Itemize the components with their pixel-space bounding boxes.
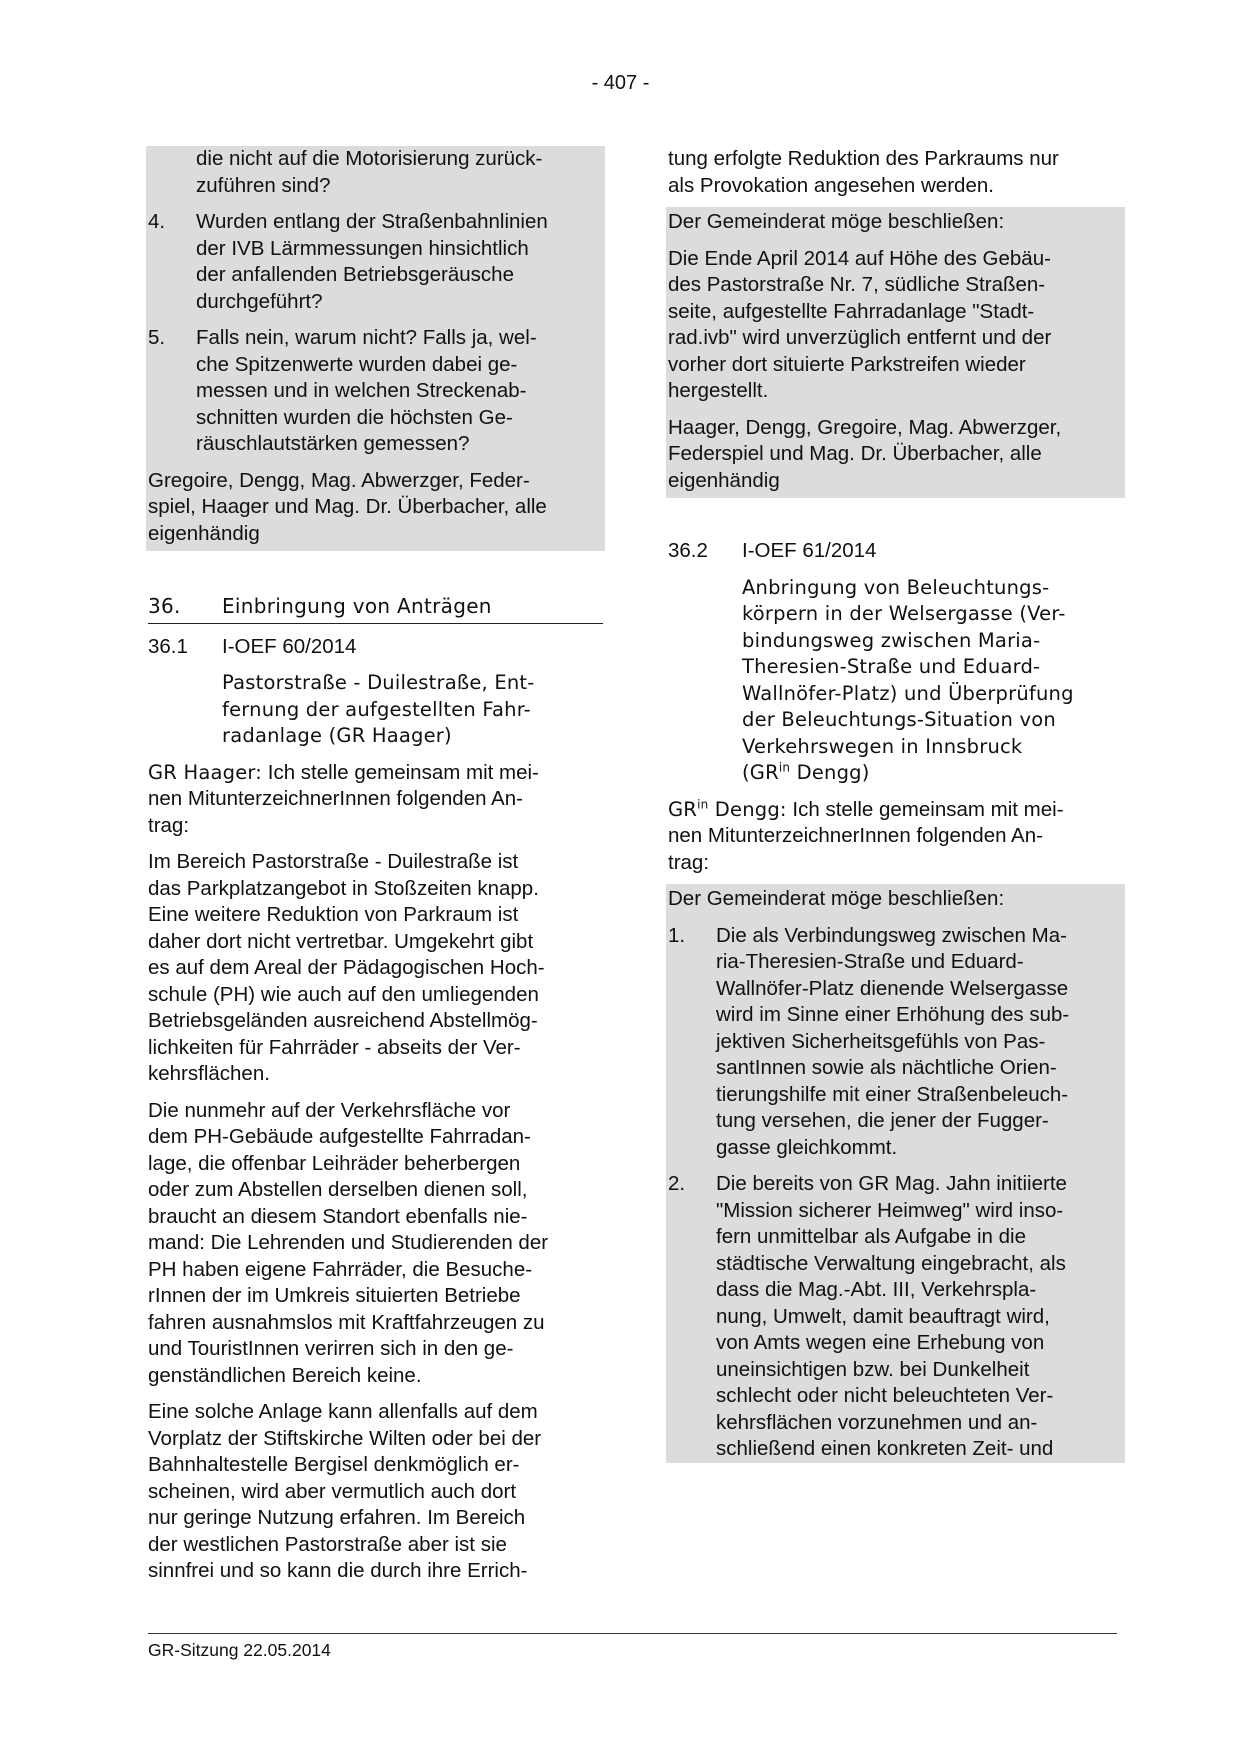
text-line: nen MitunterzeichnerInnen folgenden An-	[148, 787, 523, 810]
speaker-name: GR Haager:	[148, 760, 263, 784]
text-line: radanlage (GR Haager)	[222, 724, 452, 747]
text-line: Anbringung von Beleuchtungs-	[742, 575, 1050, 599]
text-line: Eine solche Anlage kann allenfalls auf dem	[148, 1400, 538, 1423]
text-line: mand: Die Lehrenden und Studierenden der	[148, 1231, 549, 1254]
text-line: oder zum Abstellen derselben dienen soll,	[148, 1178, 528, 1201]
text-line: Bahnhaltestelle Bergisel denkmöglich er-	[148, 1453, 520, 1476]
subsection-title	[148, 670, 603, 750]
text-line: Die nunmehr auf der Verkehrsfläche vor	[148, 1098, 511, 1122]
section-heading	[148, 593, 603, 624]
text-line: körpern in der Welsergasse (Ver-	[742, 602, 1066, 625]
text-line: Federspiel und Mag. Dr. Überbacher, alle	[668, 442, 1042, 465]
list-number: 1.	[668, 923, 686, 947]
text-line: seite, aufgestellte Fahrradanlage "Stadt-	[668, 299, 1035, 323]
text-line: trag:	[668, 850, 710, 874]
question-5	[148, 325, 603, 458]
text-line: die nicht auf die Motorisierung zurück-	[196, 147, 543, 170]
text-line: Gregoire, Dengg, Mag. Abwerzger, Feder-	[148, 468, 530, 492]
question-continuation	[148, 146, 603, 199]
text-line: räuschlautstärken gemessen?	[196, 432, 470, 455]
footer-divider	[148, 1633, 1117, 1634]
subsection-ref: I-OEF 61/2014	[742, 539, 877, 562]
text-line: Im Bereich Pastorstraße - Duilestraße ist	[148, 850, 519, 873]
text-line: und TouristInnen verirren sich in den ge-	[148, 1337, 514, 1360]
text-line: che Spitzenwerte wurden dabei ge-	[196, 352, 518, 376]
text-line: Verkehrswegen in Innsbruck	[742, 734, 1023, 758]
text-line: "Mission sicherer Heimweg" wird inso-	[716, 1198, 1064, 1222]
text-line: Haager, Dengg, Gregoire, Mag. Abwerzger,	[668, 415, 1062, 439]
text-line: das Parkplatzangebot in Stoßzeiten knapp.	[148, 876, 539, 900]
paragraph-1	[148, 849, 603, 1088]
text-line: Theresien-Straße und Eduard-	[742, 655, 1041, 678]
list-number: 5.	[148, 326, 166, 349]
text-line: Falls nein, warum nicht? Falls ja, wel-	[196, 326, 537, 349]
text-line: Betriebsgeländen ausreichend Abstellmög-	[148, 1009, 538, 1032]
resolve-line: Der Gemeinderat möge beschließen:	[668, 210, 1005, 233]
text-line: Eine weitere Reduktion von Parkraum ist	[148, 903, 519, 926]
text-line: rInnen der im Umkreis situierten Betriebe	[148, 1284, 521, 1307]
text-line: fern unmittelbar als Aufgabe in die	[716, 1225, 1026, 1248]
text-line: eigenhändig	[668, 468, 780, 492]
footer-text: GR-Sitzung 22.05.2014	[148, 1640, 331, 1660]
speaker-intro	[148, 760, 603, 840]
speaker-name: $GR^{in}$ Dengg:	[668, 797, 787, 821]
text-line: zuführen sind?	[196, 173, 331, 197]
text-line: vorher dort situierte Parkstreifen wieder	[668, 352, 1026, 376]
text-line: gasse gleichkommt.	[716, 1135, 898, 1159]
text-line: fernung der aufgestellten Fahr-	[222, 697, 531, 721]
text-line: uneinsichtigen bzw. bei Dunkelheit	[716, 1357, 1030, 1381]
text-line: bindungsweg zwischen Maria-	[742, 628, 1041, 652]
text-line: der anfallenden Betriebsgeräusche	[196, 263, 514, 286]
text-line: sinnfrei und so kann die durch ihre Errich-	[148, 1559, 528, 1582]
text-line: genständlichen Bereich keine.	[148, 1363, 422, 1387]
text-line: ($GR^{in}$ Dengg)	[742, 760, 870, 784]
text-line: nen MitunterzeichnerInnen folgenden An-	[668, 824, 1043, 847]
text-line: kehrsflächen vorzunehmen und an-	[716, 1410, 1038, 1434]
list-number: 2.	[668, 1172, 686, 1195]
subsection-ref: I-OEF 60/2014	[222, 634, 357, 658]
paragraph-3	[148, 1399, 603, 1585]
text-line: jektiven Sicherheitsgefühls von Pas-	[716, 1029, 1046, 1053]
motion-item-1	[668, 923, 1123, 1162]
left-column	[148, 146, 603, 1585]
text-line: durchgeführt?	[196, 289, 323, 313]
resolve-line: Der Gemeinderat möge beschließen:	[668, 887, 1005, 910]
subsection-number: 36.1	[148, 634, 188, 658]
text-line: Wurden entlang der Straßenbahnlinien	[196, 210, 548, 233]
text-line: der IVB Lärmmessungen hinsichtlich	[196, 236, 529, 260]
text-line: dass die Mag.-Abt. III, Verkehrspla-	[716, 1278, 1037, 1301]
signers	[668, 415, 1123, 495]
text-line: hergestellt.	[668, 379, 769, 402]
text-line: kehrsflächen.	[148, 1062, 270, 1085]
text-line: lichkeiten für Fahrräder - abseits der Ver-	[148, 1035, 521, 1059]
text-line: städtische Verwaltung eingebracht, als	[716, 1251, 1066, 1275]
text-line: als Provokation angesehen werden.	[668, 173, 994, 197]
text-line: braucht an diesem Standort ebenfalls nie-	[148, 1204, 528, 1228]
text-line: eigenhändig	[148, 521, 260, 545]
text-line: nur geringe Nutzung erfahren. Im Bereich	[148, 1506, 526, 1529]
text-line: der westlichen Pastorstraße aber ist sie	[148, 1532, 507, 1556]
paragraph-2	[148, 1098, 603, 1390]
text-line: schule (PH) wie auch auf den umliegenden	[148, 982, 539, 1006]
speaker-intro	[668, 797, 1123, 877]
text-line: es auf dem Areal der Pädagogischen Hoch-	[148, 956, 545, 979]
motion-text	[668, 246, 1123, 405]
text-line: spiel, Haager und Mag. Dr. Überbacher, alle	[148, 495, 547, 518]
text-line: tung erfolgte Reduktion des Parkraums nur	[668, 147, 1059, 170]
text-line: trag:	[148, 813, 190, 837]
text-line: Vorplatz der Stiftskirche Wilten oder bei der	[148, 1426, 542, 1450]
motion-item-2	[668, 1171, 1123, 1463]
text-line: der Beleuchtungs-Situation von	[742, 708, 1056, 731]
text-line: scheinen, wird aber vermutlich auch dort	[148, 1479, 517, 1503]
text-line: ria-Theresien-Straße und Eduard-	[716, 950, 1024, 973]
text-line: tierungshilfe mit einer Straßenbeleuch-	[716, 1082, 1069, 1106]
text-line: Ich stelle gemeinsam mit mei-	[786, 797, 1064, 821]
section-number: 36.	[148, 594, 181, 618]
page-number: - 407 -	[591, 72, 650, 94]
text-line: fahren ausnahmslos mit Kraftfahrzeugen zu	[148, 1310, 545, 1334]
text-line: schnitten wurden die höchsten Ge-	[196, 405, 513, 429]
text-line: rad.ivb" wird unverzüglich entfernt und der	[668, 326, 1052, 349]
right-column	[668, 146, 1123, 1463]
text-line: santInnen sowie als nächtliche Orien-	[716, 1056, 1057, 1079]
motion-block-2	[666, 884, 1125, 1463]
subsection-heading	[668, 538, 1123, 565]
text-line: Die als Verbindungsweg zwischen Ma-	[716, 923, 1067, 947]
text-line: des Pastorstraße Nr. 7, südliche Straßen-	[668, 273, 1046, 296]
text-line: tung versehen, die jener der Fugger-	[716, 1109, 1049, 1132]
text-line: nung, Umwelt, damit beauftragt wird,	[716, 1304, 1050, 1328]
text-line: Ich stelle gemeinsam mit mei-	[262, 760, 539, 784]
text-line: Die Ende April 2014 auf Höhe des Gebäu-	[668, 246, 1051, 270]
question-4	[148, 209, 603, 315]
continuation-text	[668, 146, 1123, 199]
text-line: daher dort nicht vertretbar. Umgekehrt gibt	[148, 929, 534, 953]
subsection-heading	[148, 634, 603, 661]
text-line: dem PH-Gebäude aufgestellte Fahrradan-	[148, 1125, 531, 1148]
subsection-number: 36.2	[668, 539, 708, 562]
text-line: lage, die offenbar Leihräder beherbergen	[148, 1151, 521, 1175]
text-line: messen und in welchen Streckenab-	[196, 379, 527, 402]
text-line: Wallnöfer-Platz dienende Welsergasse	[716, 976, 1069, 1000]
section-title: Einbringung von Anträgen	[222, 594, 492, 618]
text-line: von Amts wegen eine Erhebung von	[716, 1331, 1045, 1354]
question-block	[146, 146, 605, 551]
text-line: PH haben eigene Fahrräder, die Besuche-	[148, 1257, 533, 1281]
text-line: Pastorstraße - Duilestraße, Ent-	[222, 671, 535, 694]
motion-block-1	[666, 207, 1125, 498]
text-line: Wallnöfer-Platz) und Überprüfung	[742, 681, 1074, 705]
list-number: 4.	[148, 210, 166, 233]
text-line: wird im Sinne einer Erhöhung des sub-	[716, 1003, 1070, 1026]
text-line: schließend einen konkreten Zeit- und	[716, 1437, 1054, 1460]
text-line: schlecht oder nicht beleuchteten Ver-	[716, 1384, 1054, 1407]
text-line: Die bereits von GR Mag. Jahn initiierte	[716, 1172, 1067, 1195]
signers	[148, 468, 603, 552]
subsection-title	[668, 575, 1123, 787]
